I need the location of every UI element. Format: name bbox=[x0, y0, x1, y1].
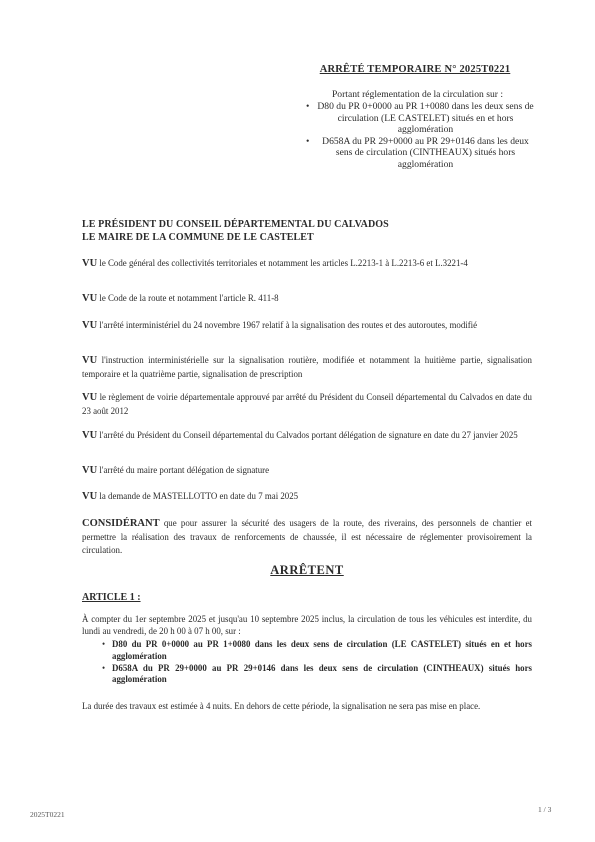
vu-paragraph: VU l'arrêté du Président du Conseil départemental du Calvados portant délégation de signature en date du 27 janvier 2025 bbox=[82, 430, 518, 441]
header-road-list bbox=[300, 101, 535, 171]
bullet-icon: • bbox=[306, 101, 310, 112]
article-1-heading: ARTICLE 1 : bbox=[82, 592, 141, 603]
header-road-item: • D80 du PR 0+0000 au PR 1+0080 dans les deux sens de circulation (LE CASTELET) situés en et hors agglomération bbox=[306, 101, 534, 136]
vu-label: VU bbox=[82, 258, 98, 269]
vu-label: VU bbox=[82, 320, 98, 331]
vu-paragraph: VU l'arrêté du maire portant délégation de signature bbox=[82, 465, 270, 476]
header-road-item: • D658A du PR 29+0000 au PR 29+0146 dans les deux sens de circulation (CINTHEAUX) situés hors agglomération bbox=[306, 135, 529, 170]
bullet-icon: • bbox=[102, 662, 106, 673]
considerant-label: CONSIDÉRANT bbox=[82, 518, 160, 529]
article-1-road-item: • D80 du PR 0+0000 au PR 1+0080 dans les deux sens de circulation (LE CASTELET) situés en et hors agglomération bbox=[102, 639, 532, 661]
considerant-paragraph: CONSIDÉRANT que pour assurer la sécurité des usagers de la route, des riverains, des personnels de chantier et permettre la réalisation des travaux de renforcements de chaussée, il est nécessaire de réglementer provisoirement la circulation. bbox=[82, 518, 532, 555]
vu-label: VU bbox=[82, 491, 98, 502]
article-1-text: À compter du 1er septembre 2025 et jusqu'au 10 septembre 2025 inclus, la circulation de tous les véhicules est interdite, du lundi au vendredi, de 20 h 00 à 07 h 00, sur : bbox=[82, 614, 532, 637]
bullet-icon: • bbox=[306, 135, 310, 147]
authority-president: LE PRÉSIDENT DU CONSEIL DÉPARTEMENTAL DU CALVADOS bbox=[82, 219, 389, 230]
footer-reference: 2025T0221 bbox=[30, 810, 65, 819]
authority-mayor: LE MAIRE DE LA COMMUNE DE LE CASTELET bbox=[82, 231, 314, 243]
vu-paragraph: VU l'arrêté interministériel du 24 novembre 1967 relatif à la signalisation des routes et des autoroutes, modifié bbox=[82, 320, 478, 331]
vu-paragraph: VU la demande de MASTELLOTTO en date du 7 mai 2025 bbox=[82, 491, 299, 502]
decision-heading: ARRÊTENT bbox=[270, 563, 344, 577]
vu-label: VU bbox=[82, 355, 98, 366]
article-1-road-item: • D658A du PR 29+0000 au PR 29+0146 dans les deux sens de circulation (CINTHEAUX) situés hors agglomération bbox=[102, 662, 532, 685]
authorities-block bbox=[82, 219, 389, 244]
vu-paragraph: VU le règlement de voirie départementale approuvé par arrêté du Président du Conseil départemental du Calvados en date du 23 août 2012 bbox=[82, 392, 532, 416]
article-1-road-list bbox=[102, 639, 532, 686]
vu-paragraph: VU le Code de la route et notamment l'article R. 411-8 bbox=[82, 293, 279, 304]
page-number: 1 / 3 bbox=[538, 805, 552, 814]
vu-label: VU bbox=[82, 430, 98, 441]
document-subtitle: Portant réglementation de la circulation sur : bbox=[331, 89, 504, 100]
document-title: ARRÊTÉ TEMPORAIRE N° 2025T0221 bbox=[319, 64, 511, 75]
article-1-duration: La durée des travaux est estimée à 4 nuits. En dehors de cette période, la signalisation ne sera pas mise en place. bbox=[82, 701, 481, 711]
vu-paragraph: VU le Code général des collectivités territoriales et notamment les articles L.2213-1 à L.2213-6 et L.3221-4 bbox=[82, 258, 468, 269]
vu-label: VU bbox=[82, 465, 98, 476]
bullet-icon: • bbox=[102, 639, 106, 649]
vu-label: VU bbox=[82, 392, 98, 403]
vu-label: VU bbox=[82, 293, 98, 304]
vu-paragraph: VU l'instruction interministérielle sur la signalisation routière, modifiée et notamment la huitième partie, signalisation temporaire et la quatrième partie, signalisation de prescription bbox=[82, 355, 532, 379]
